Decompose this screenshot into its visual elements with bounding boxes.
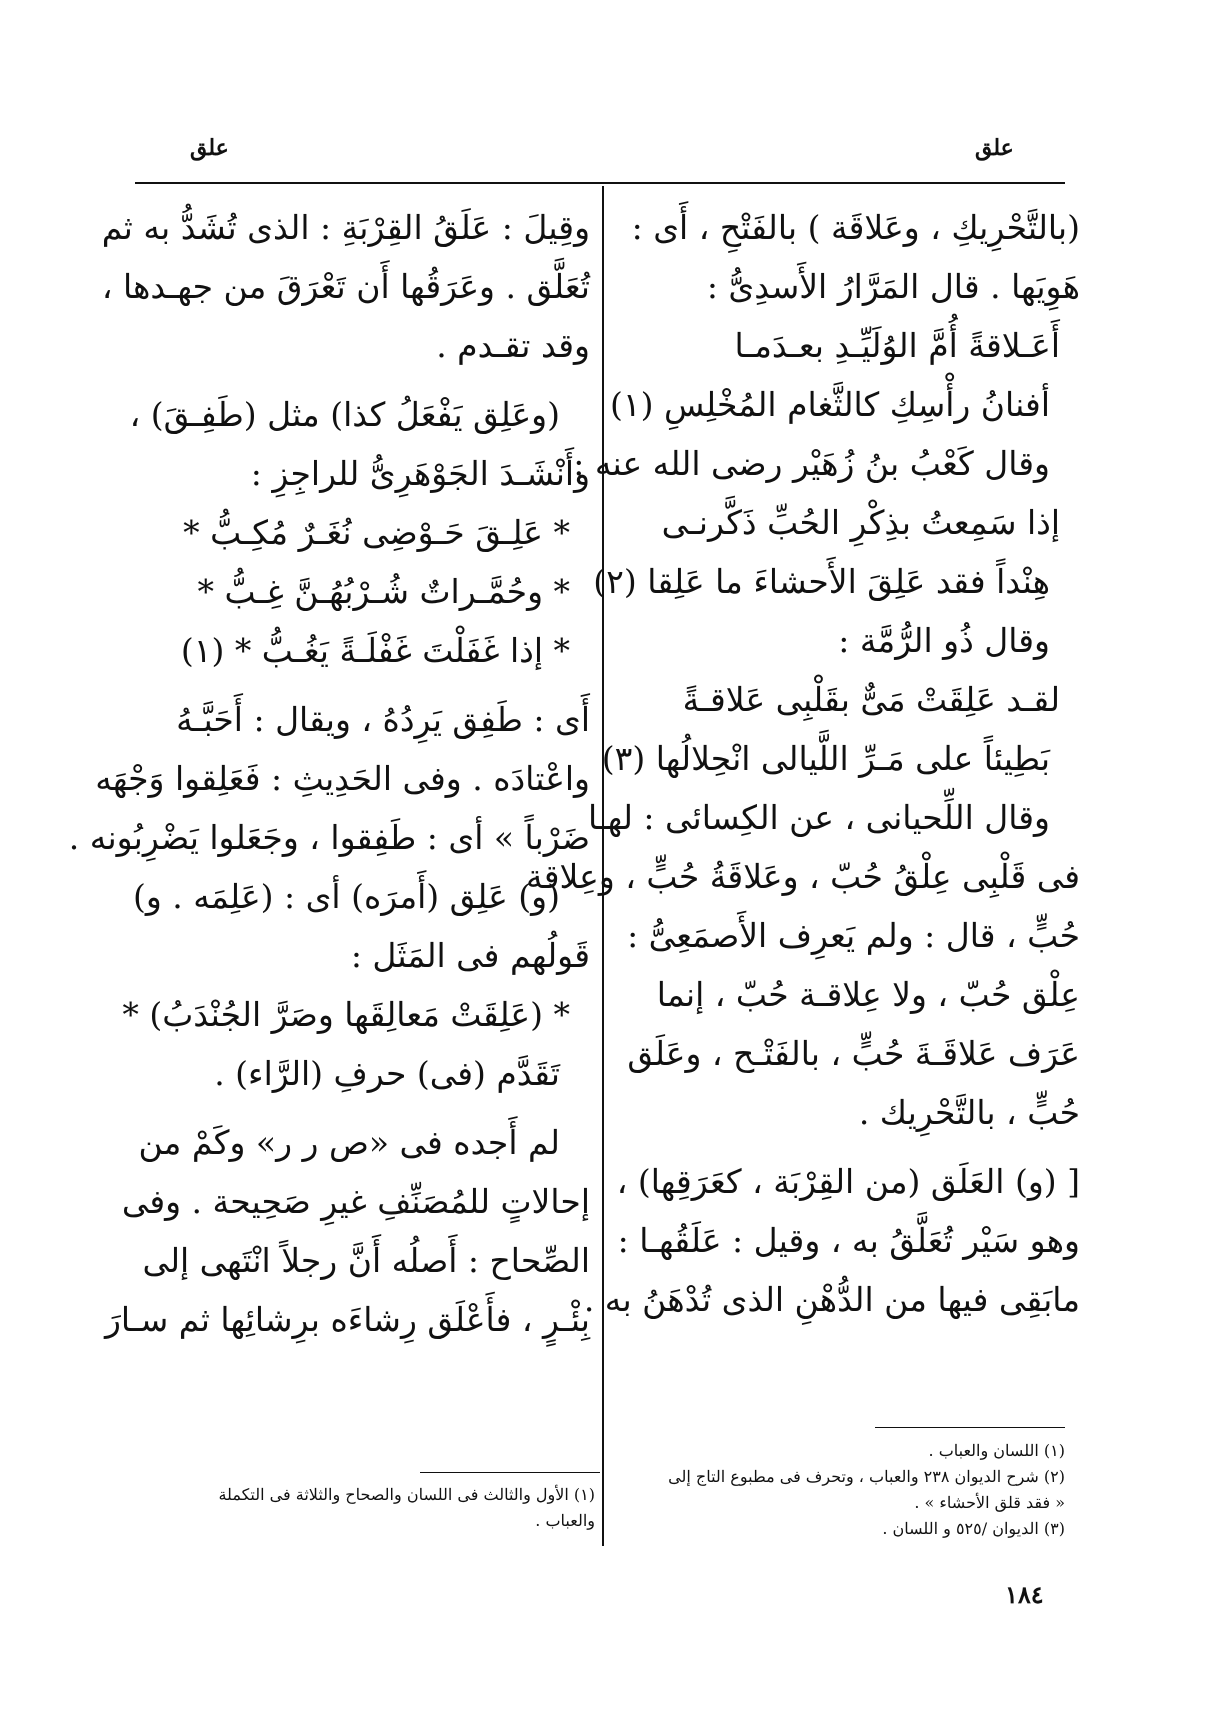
text-line: وقِيلَ : عَلَقُ القِرْبَةِ : الذى تُشَدُّ به ثم xyxy=(101,208,590,247)
text-line: حُبٍّ ، قال : ولم يَعرِف الأَصمَعِىُّ : xyxy=(627,916,1080,955)
footnote: « فقد قلق الأحشاء » . xyxy=(914,1493,1065,1512)
text-line: وقد تقـدم . xyxy=(436,326,590,365)
verse-line: أَعَـلاقةً أُمَّ الوُلَيِّـدِ بعـدَمـا xyxy=(734,326,1060,365)
text-line: ضَرْباً » أى : طَفِقوا ، وجَعَلوا يَضْرِبُونه . xyxy=(68,818,590,857)
verse-line: * وحُمَّـراتٌ شُـرْبُهُـنَّ غِـبُّ * xyxy=(197,572,570,611)
verse-line: لقـد عَلِقَتْ مَىٌّ بقَلْبِى عَلاقـةً xyxy=(682,680,1060,719)
text-line: بِئْـرٍ ، فأَعْلَق رِشاءَه برِشائِها ثم سـارَ xyxy=(104,1300,590,1339)
text-line: لم أَجده فى «ص ر ر» وكَمْ من xyxy=(138,1123,560,1162)
header-rule xyxy=(135,182,1065,184)
verse-line: هِنْداً فقد عَلِقَ الأَحشاءَ ما عَلِقا (٢) xyxy=(593,562,1050,601)
left-column xyxy=(68,198,590,1349)
footnote-rule-right xyxy=(875,1427,1065,1428)
text-line: قَولُهم فى المَثَل : xyxy=(350,936,590,975)
footnote: (٣) الديوان /٥٢٥ و اللسان . xyxy=(882,1519,1065,1538)
text-line: مابَقِى فيها من الدُّهْنِ الذى تُدْهَنُ به . xyxy=(583,1280,1080,1319)
text-line: (بالتَّحْرِيكِ ، وعَلاقَة ) بالفَتْحِ ، أَى : xyxy=(631,208,1080,247)
text-line: إحالاتٍ للمُصَنِّفِ غيرِ صَحِيحة . وفى xyxy=(121,1182,590,1221)
text-line: تُعَلَّق . وعَرَقُها أَن تَعْرَقَ من جهـدها ، xyxy=(101,267,590,306)
text-line: عَرَف عَلاقَـةَ حُبٍّ ، بالفَتْـح ، وعَلَق xyxy=(627,1034,1080,1073)
text-line: [ (و) العَلَق (من القِرْبَة ، كعَرَقِها) ، xyxy=(616,1162,1080,1201)
text-line: عِلْق حُبّ ، ولا عِلاقـة حُبّ ، إنما xyxy=(656,975,1080,1014)
running-header-left: علق xyxy=(190,135,229,161)
text-line: تَقَدَّم (فى) حرفِ (الرَّاء) . xyxy=(214,1054,560,1093)
text-line: (و) عَلِق (أَمرَه) أى : (عَلِمَه . و) xyxy=(132,877,560,916)
text-line: فى قَلْبِى عِلْقُ حُبّ ، وعَلاقَةُ حُبٍّ ، وعِلاقة xyxy=(526,857,1080,896)
footnotes-left xyxy=(140,1482,595,1534)
footnote: (١) الأول والثالث فى اللسان والصحاح والثلاثة فى التكملة xyxy=(218,1485,595,1504)
footnote: (١) اللسان والعباب . xyxy=(928,1441,1065,1460)
text-line: واعْتادَه . وفى الحَدِيثِ : فَعَلِقوا وَجْهَه xyxy=(95,759,590,798)
verse-line: * إذا غَفَلْتَ غَفْلَـةً يَغُـبُّ * (١) xyxy=(180,631,570,670)
footnotes-right xyxy=(640,1438,1065,1542)
text-line: هَوِيَها . قال المَرَّارُ الأَسدِىُّ : xyxy=(706,267,1080,306)
text-line: وهو سَيْر تُعَلَّقُ به ، وقيل : عَلَقُهـا : xyxy=(617,1221,1080,1260)
verse-line: أفنانُ رأْسِكِ كالثَّغام المُخْلِسِ (١) xyxy=(610,385,1050,424)
footnote-rule-left xyxy=(420,1472,600,1473)
running-header-right: علق xyxy=(975,135,1014,161)
verse-line: * (عَلِقَتْ مَعالِقَها وصَرَّ الجُنْدَبُ) * xyxy=(122,995,570,1034)
footnote: (٢) شرح الديوان ٢٣٨ والعباب ، وتحرف فى مطبوع التاج إلى xyxy=(668,1467,1065,1486)
right-column xyxy=(526,198,1080,1329)
text-line: حُبٍّ ، بالتَّحْرِيك . xyxy=(858,1093,1080,1132)
verse-line: بَطِيئاً على مَـرِّ اللَّيالى انْحِلالُها (٣) xyxy=(601,739,1050,778)
text-line: وقال اللِّحيانى ، عن الكِسائى : لهـا xyxy=(587,798,1050,837)
text-line: (وعَلِق يَفْعَلُ كذا) مثل (طَفِـقَ) ، xyxy=(129,395,560,434)
page-number: ١٨٤ xyxy=(1005,1580,1044,1609)
verse-line: * عَلِـقَ حَـوْضِى نُغَـرٌ مُكِـبُّ * xyxy=(183,513,570,552)
text-line: وأَنْشَـدَ الجَوْهَرِىُّ للراجِزِ : xyxy=(250,454,590,493)
text-line: الصِّحاح : أَصلُه أَنَّ رجلاً انْتَهى إلى xyxy=(142,1241,590,1280)
text-line: وقال كَعْبُ بنُ زُهَيْر رضى الله عنه : xyxy=(573,444,1050,483)
text-line: أَى : طَفِق يَرِدُهُ ، ويقال : أَحَبَّـهُ xyxy=(176,700,590,739)
verse-line: إذا سَمِعتُ بذِكْرِ الحُبِّ ذَكَّرنـى xyxy=(661,503,1060,542)
text-line: وقال ذُو الرُّمَّة : xyxy=(838,621,1050,660)
footnote: والعباب . xyxy=(535,1511,595,1530)
